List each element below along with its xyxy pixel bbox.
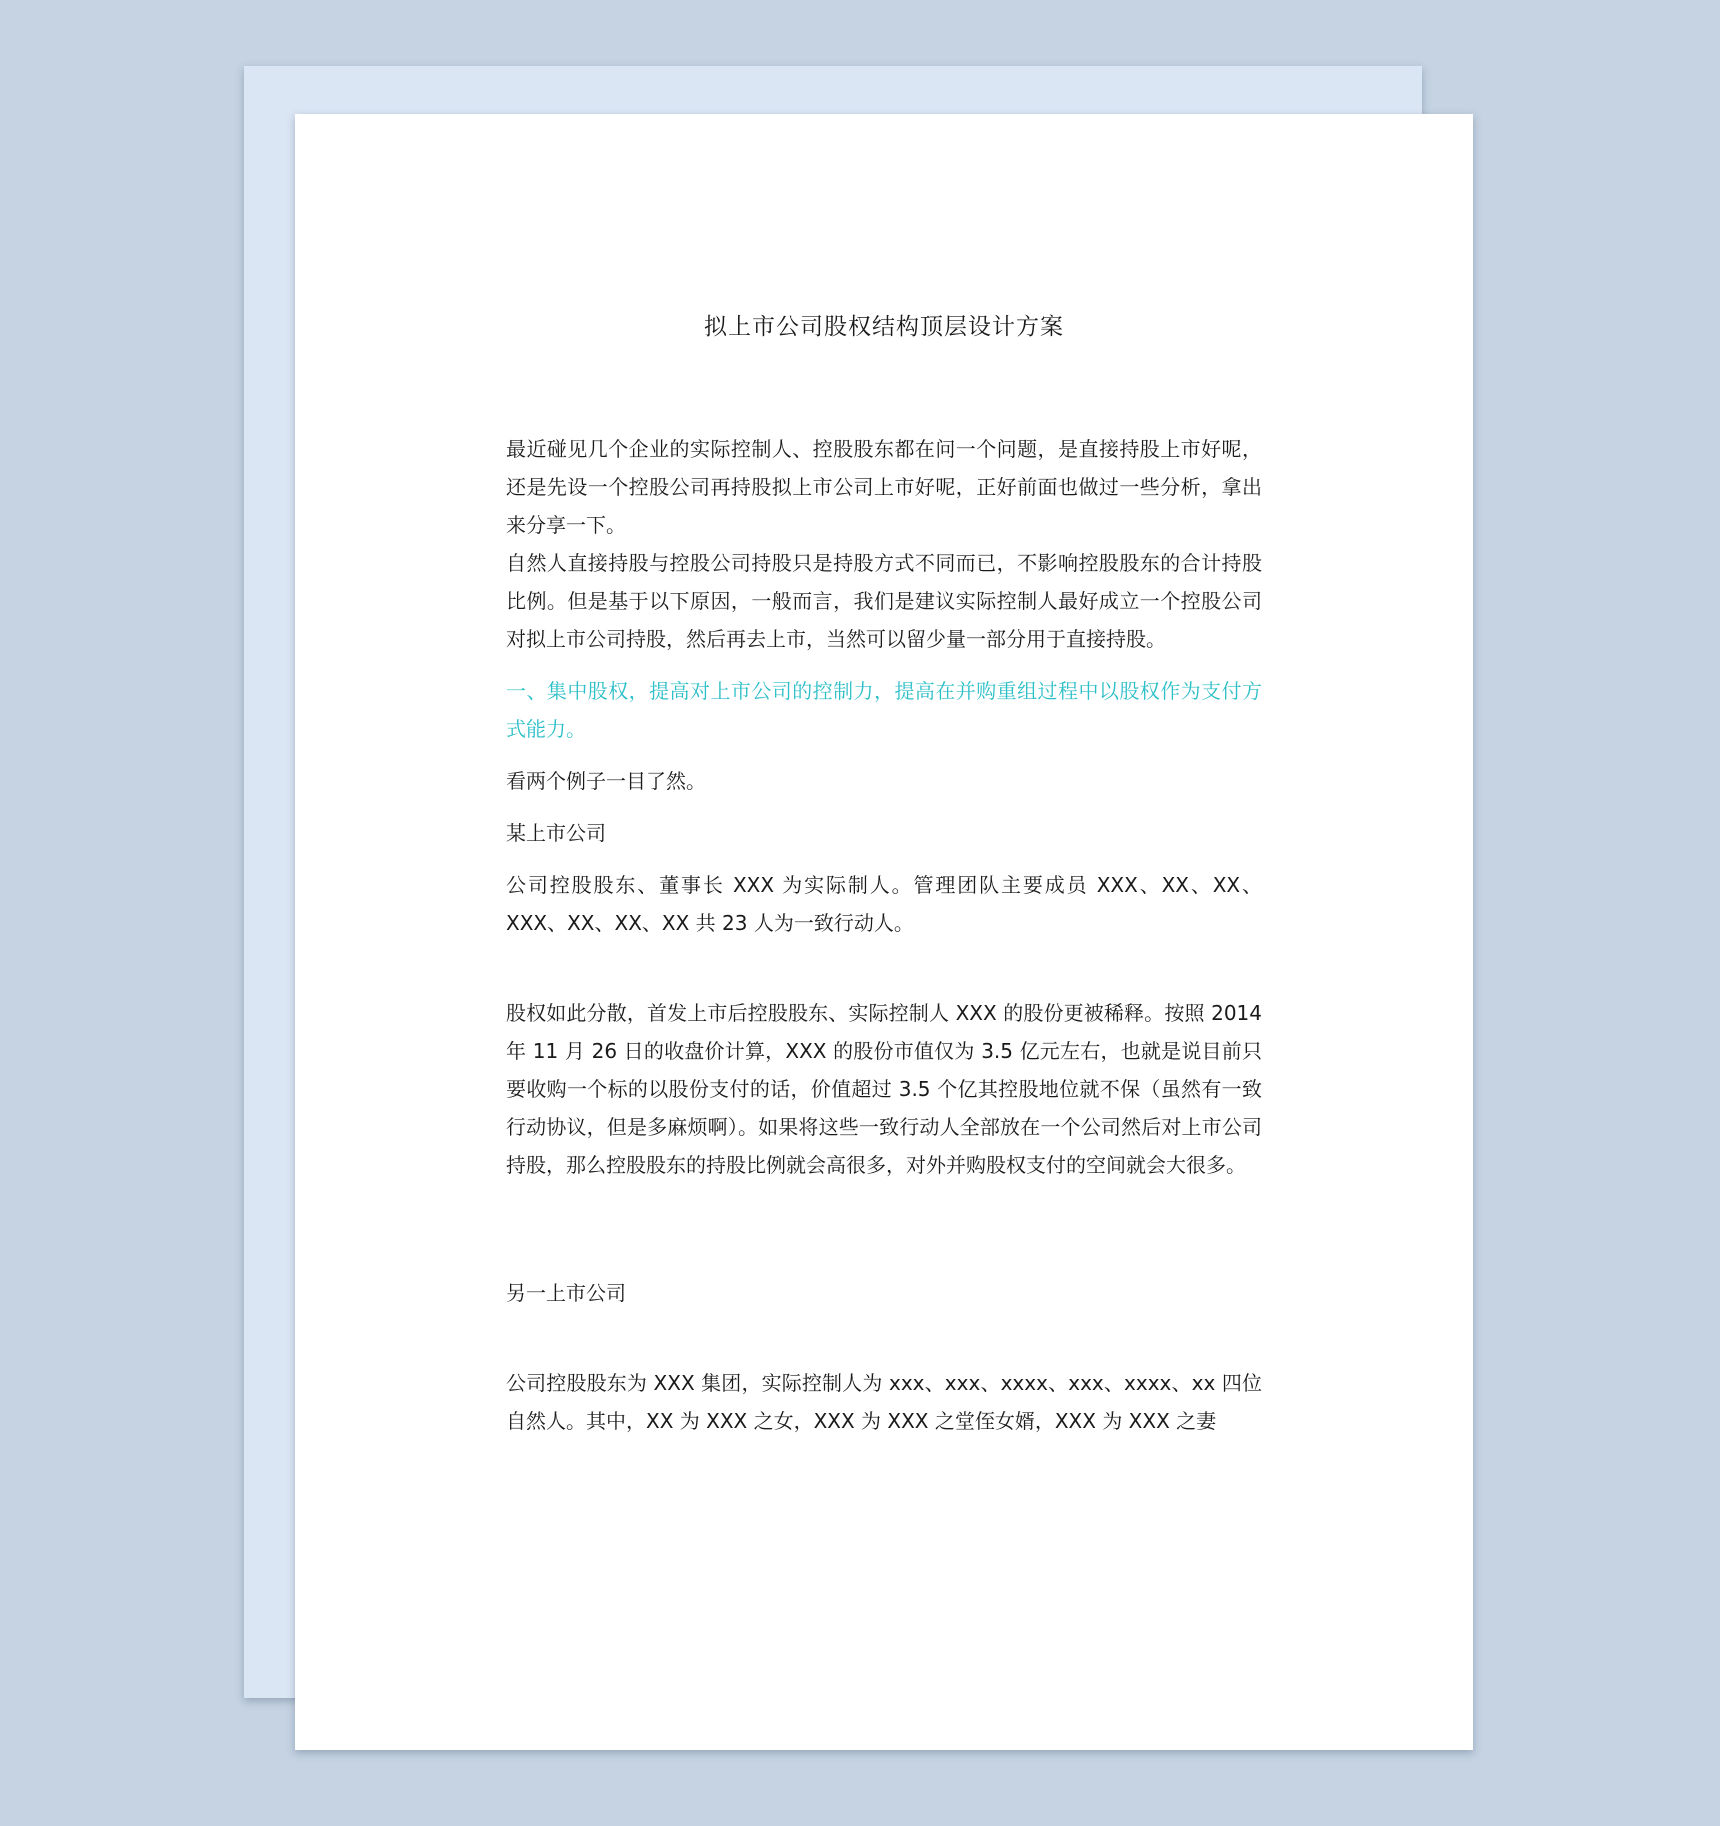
paragraph-examples: 看两个例子一目了然。 xyxy=(506,769,706,793)
paragraph-company-b: 另一上市公司 xyxy=(506,1281,626,1305)
paragraph-company-b-detail: 公司控股股东为 XXX 集团，实际控制人为 xxx、xxx、xxxx、xxx、xxxx、xx 四位自然人。其中，XX 为 XXX 之女，XXX 为 XXX 之堂侄女婿，XXX 为 XXX 之妻 xyxy=(506,1371,1262,1433)
section-heading-1: 一、集中股权，提高对上市公司的控制力，提高在并购重组过程中以股权作为支付方式能力。 xyxy=(506,679,1262,741)
paragraph-reason: 自然人直接持股与控股公司持股只是持股方式不同而已，不影响控股股东的合计持股比例。但是基于以下原因，一般而言，我们是建议实际控制人最好成立一个控股公司对拟上市公司持股，然后再去上市，当然可以留少量一部分用于直接持股。 xyxy=(506,551,1262,651)
paragraph-intro: 最近碰见几个企业的实际控制人、控股股东都在问一个问题，是直接持股上市好呢，还是先设一个控股公司再持股拟上市公司上市好呢，正好前面也做过一些分析，拿出来分享一下。 xyxy=(506,437,1262,537)
paragraph-dilution: 股权如此分散，首发上市后控股股东、实际控制人 XXX 的股份更被稀释。按照 2014 年 11 月 26 日的收盘价计算，XXX 的股份市值仅为 3.5 亿元左右，也就是说目前只要收购一个标的以股份支付的话，价值超过 3.5 个亿其控股地位就不保（虽然有一致行动协议，但是多麻烦啊）。如果将这些一致行动人全部放在一个公司然后对上市公司持股，那么控股股东的持股比例就会高很多，对外并购股权支付的空间就会大很多。 xyxy=(506,1001,1262,1177)
document-body xyxy=(506,430,1262,1440)
document-title: 拟上市公司股权结构顶层设计方案 xyxy=(704,314,1064,340)
document-page xyxy=(295,114,1473,1750)
paragraph-company-a: 某上市公司 xyxy=(506,821,606,845)
paragraph-company-a-detail: 公司控股股东、董事长 XXX 为实际制人。管理团队主要成员 XXX、XX、XX、XXX、XX、XX、XX 共 23 人为一致行动人。 xyxy=(506,873,1262,935)
